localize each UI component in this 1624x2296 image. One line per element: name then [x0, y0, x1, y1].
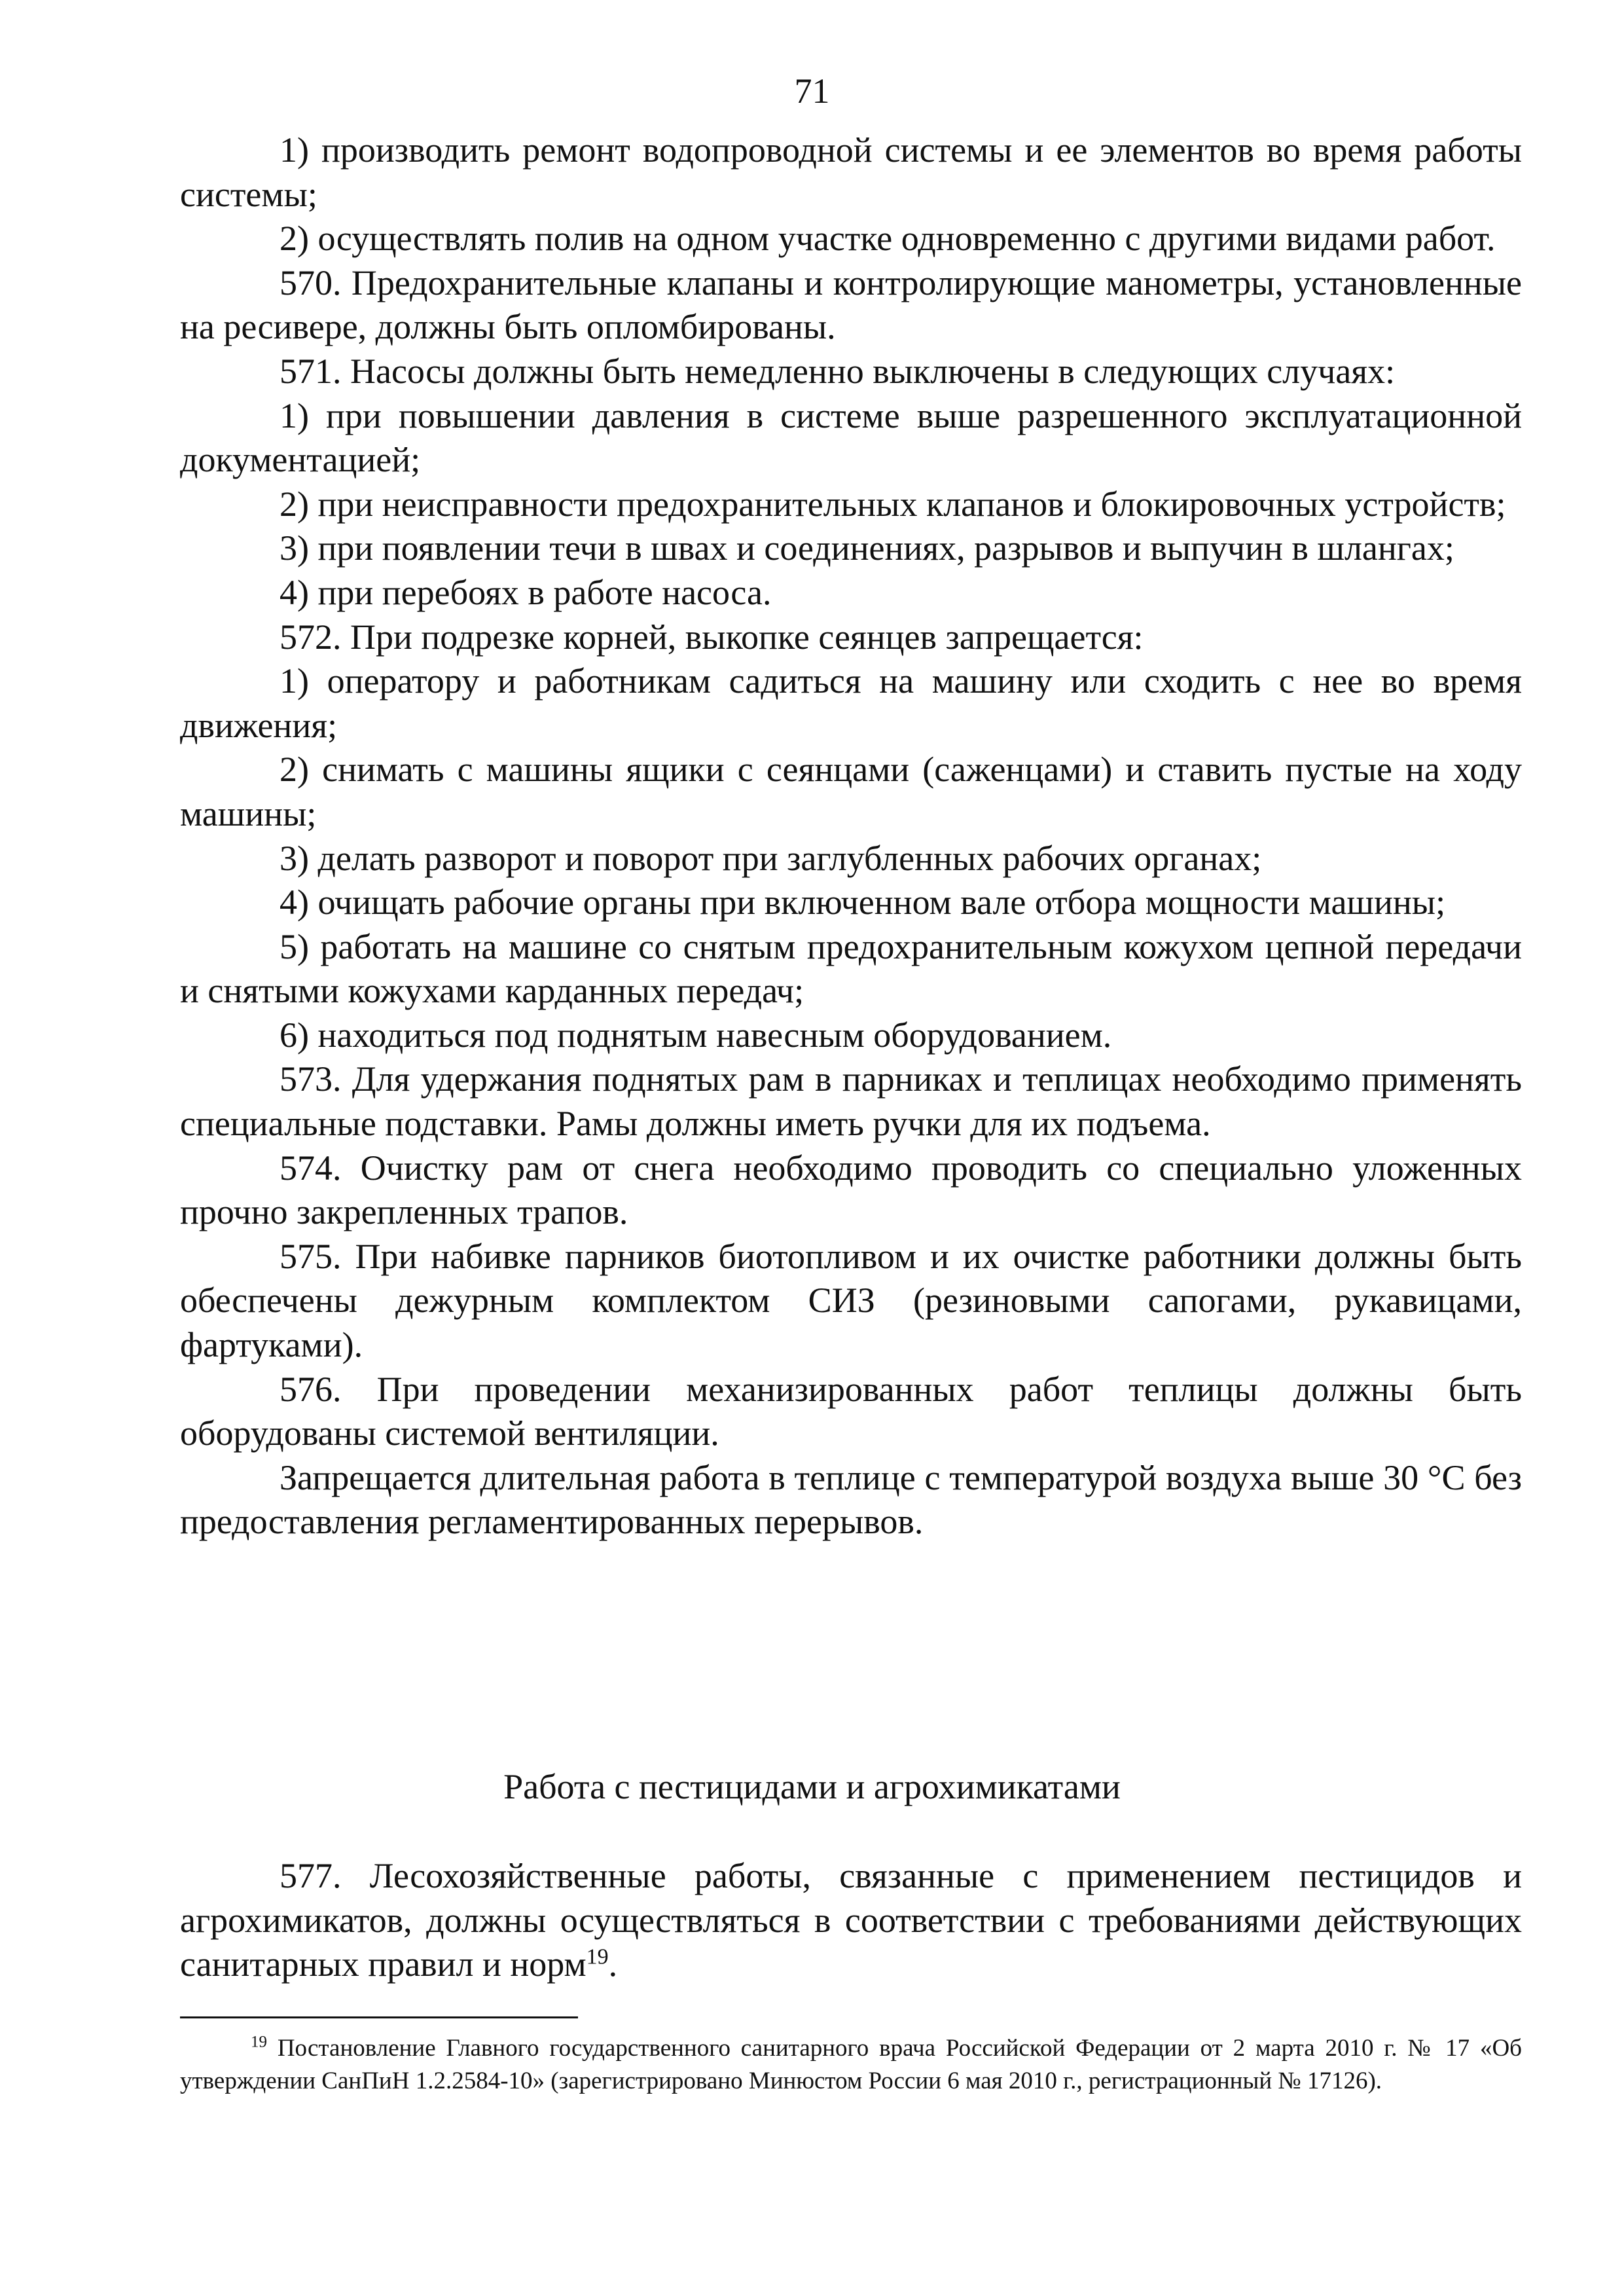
footnote [180, 2032, 1522, 2098]
paragraph: 1) оператору и работникам садиться на машину или сходить с нее во время движения; [180, 661, 1522, 745]
paragraph: Запрещается длительная работа в теплице с температурой воздуха выше 30 °С без предоставления регламентированных перерывов. [180, 1457, 1522, 1542]
paragraph: 2) снимать с машины ящики с сеянцами (саженцами) и ставить пустые на ходу машины; [180, 750, 1522, 833]
paragraph: 2) осуществлять полив на одном участке одновременно с другими видами работ. [280, 219, 1496, 259]
paragraph: 571. Насосы должны быть немедленно выключены в следующих случаях: [280, 351, 1396, 391]
paragraph: 573. Для удержания поднятых рам в парниках и теплицах необходимо применять специальные подставки. Рамы должны иметь ручки для их подъема. [180, 1059, 1522, 1144]
footnote-reference[interactable]: 19 [586, 1944, 609, 1969]
section-body [180, 1854, 1522, 1987]
paragraph: 576. При проведении механизированных работ теплицы должны быть оборудованы системой вентиляции. [180, 1369, 1522, 1453]
paragraph: 4) очищать рабочие органы при включенном вале отбора мощности машины; [280, 883, 1446, 922]
paragraph: 3) делать разворот и поворот при заглубленных рабочих органах; [280, 838, 1262, 878]
paragraph: 5) работать на машине со снятым предохранительным кожухом цепной передачи и снятыми кожухами карданных передач; [180, 926, 1522, 1011]
paragraph: 4) при перебоях в работе насоса. [280, 572, 772, 612]
paragraph: 3) при появлении течи в швах и соединениях, разрывов и выпучин в шлангах; [280, 528, 1454, 568]
paragraph: 574. Очистку рам от снега необходимо проводить со специально уложенных прочно закрепленных трапов. [180, 1148, 1522, 1232]
paragraph-577-text: 577. Лесохозяйственные работы, связанные с применением пестицидов и агрохимикатов, должны осуществляться в соответствии с требованиями действующих санитарных правил и норм [180, 1856, 1522, 1984]
paragraph-577 [180, 1854, 1522, 1987]
footnote-separator [180, 2016, 578, 2018]
section-heading: Работа с пестицидами и агрохимикатами [503, 1767, 1121, 1806]
paragraph: 1) производить ремонт водопроводной системы и ее элементов во время работы системы; [180, 130, 1522, 214]
paragraph: 2) при неисправности предохранительных клапанов и блокировочных устройств; [280, 484, 1506, 524]
paragraph: 572. При подрезке корней, выкопке сеянцев запрещается: [280, 617, 1144, 657]
paragraph: 1) при повышении давления в системе выше разрешенного эксплуатационной документацией; [180, 395, 1522, 480]
paragraph: 6) находиться под поднятым навесным оборудованием. [280, 1015, 1112, 1055]
paragraph-577-end: . [608, 1944, 618, 1984]
footnote-text: Постановление Главного государственного санитарного врача Российской Федерации от 2 марта 2010 г. № 17 «Об утверждении СанПиН 1.2.2584-10» (зарегистрировано Минюстом России 6 мая 2010 г., регистрационный № 17126). [180, 2035, 1522, 2094]
paragraph: 570. Предохранительные клапаны и контролирующие манометры, установленные на ресивере, должны быть опломбированы. [180, 263, 1522, 347]
paragraph: 575. При набивке парников биотопливом и их очистке работники должны быть обеспечены дежурным комплектом СИЗ (резиновыми сапогами, рукавицами, фартуками). [180, 1236, 1522, 1365]
document-body [180, 128, 1522, 1544]
footnote-marker: 19 [251, 2033, 267, 2051]
page-number: 71 [794, 71, 830, 111]
